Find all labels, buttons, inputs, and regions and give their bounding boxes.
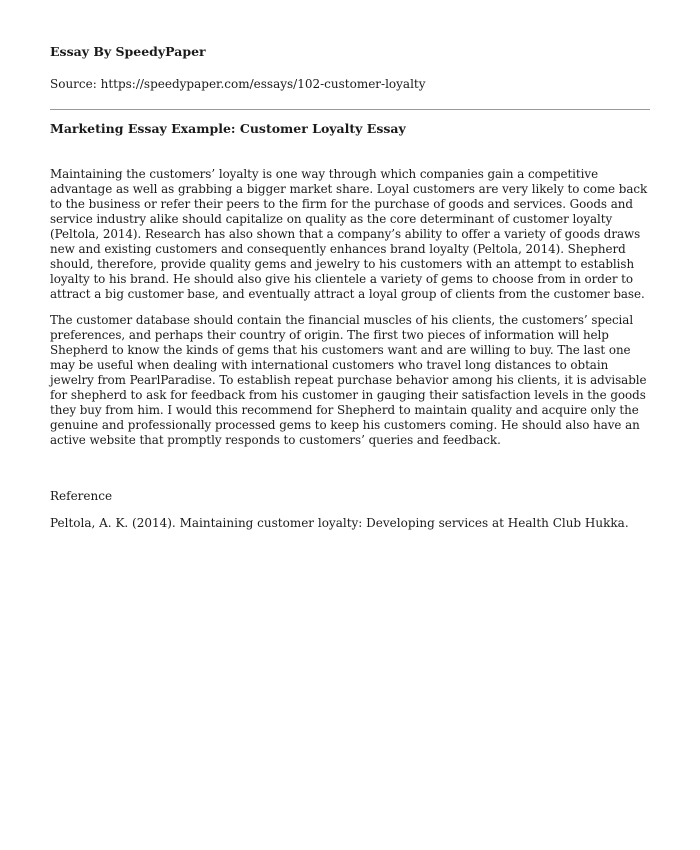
reference-heading: Reference [50, 489, 113, 503]
reference-entry: Peltola, A. K. (2014). Maintaining customer loyalty: Developing services at Health Club Hukka. [50, 516, 629, 530]
site-title: Essay By SpeedyPaper [50, 44, 206, 59]
source-line: Source: https://speedypaper.com/essays/102-customer-loyalty [50, 77, 426, 91]
essay-title: Marketing Essay Example: Customer Loyalty Essay [50, 121, 406, 136]
essay-body [50, 167, 654, 448]
essay-paragraph: Maintaining the customers’ loyalty is one way through which companies gain a competitive advantage as well as grabbing a bigger market share. Loyal customers are very likely to come back to the business or refer their peers to the firm for the purchase of goods and services. Goods and service industry alike should capitalize on quality as the core determinant of customer loyalty (Peltola, 2014). Research has also shown that a company’s ability to offer a variety of goods draws new and existing customers and consequently enhances brand loyalty (Peltola, 2014). Shepherd should, therefore, provide quality gems and jewelry to his customers with an attempt to establish loyalty to his brand. He should also give his clientele a variety of gems to choose from in order to attract a big customer base, and eventually attract a loyal group of clients from the customer base. [50, 167, 648, 301]
essay-paragraph: The customer database should contain the financial muscles of his clients, the customers’ special preferences, and perhaps their country of origin. The first two pieces of information will help Shepherd to know the kinds of gems that his customers want and are willing to buy. The last one may be useful when dealing with international customers who travel long distances to obtain jewelry from PearlParadise. To establish repeat purchase behavior among his clients, it is advisable for shepherd to ask for feedback from his customer in gauging their satisfaction levels in the goods they buy from him. I would this recommend for Shepherd to maintain quality and acquire only the genuine and professionally processed gems to keep his customers coming. He should also have an active website that promptly responds to customers’ queries and feedback. [50, 313, 647, 447]
header-divider [50, 109, 650, 110]
